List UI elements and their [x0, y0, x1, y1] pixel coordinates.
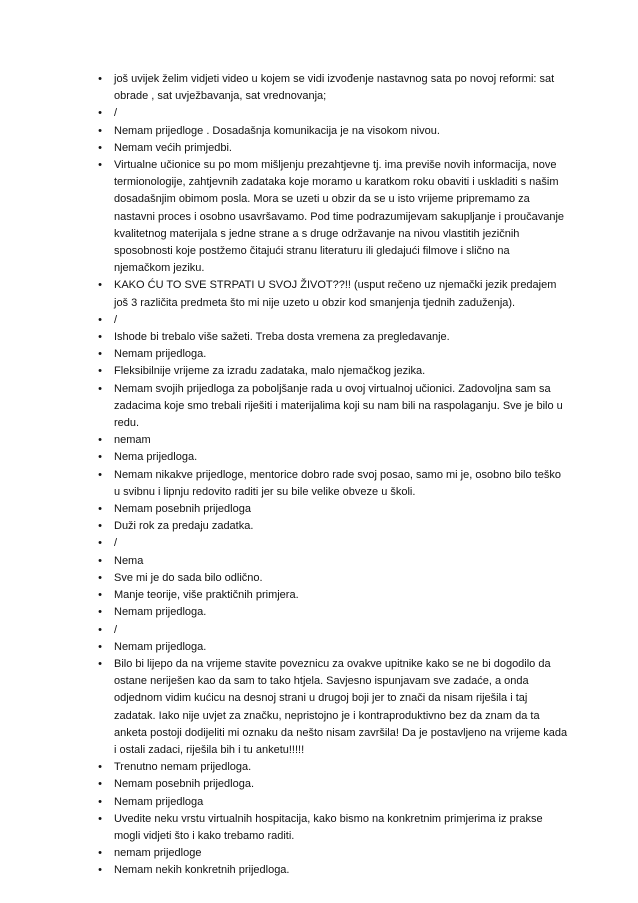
- list-item: [90, 776, 568, 793]
- list-item-text: Manje teorije, više praktičnih primjera.: [114, 589, 299, 602]
- bullet-icon: •: [98, 313, 102, 326]
- list-item: [90, 656, 568, 759]
- bullet-icon: •: [98, 124, 102, 137]
- list-item: [90, 622, 568, 639]
- bullet-list: [90, 71, 568, 880]
- list-item-text: Nemam prijedloga.: [114, 348, 207, 361]
- list-item-text: Nema prijedloga.: [114, 451, 198, 464]
- bullet-icon: •: [98, 537, 102, 550]
- bullet-icon: •: [98, 864, 102, 877]
- bullet-icon: •: [98, 640, 102, 653]
- list-item: [90, 862, 568, 879]
- list-item: [90, 467, 568, 501]
- list-item-text: Trenutno nemam prijedloga.: [114, 761, 252, 774]
- list-item: [90, 845, 568, 862]
- list-item: [90, 71, 568, 105]
- bullet-icon: •: [98, 554, 102, 567]
- list-item: [90, 381, 568, 433]
- list-item-text: Duži rok za predaju zadatka.: [114, 520, 254, 533]
- list-item-text: Nemam prijedloge . Dosadašnja komunikacija je na visokom nivou.: [114, 124, 440, 137]
- list-item-text: /: [114, 623, 118, 636]
- list-item: [90, 639, 568, 656]
- list-item: [90, 140, 568, 157]
- bullet-icon: •: [98, 812, 102, 825]
- list-item-text: Nemam prijedloga.: [114, 606, 207, 619]
- bullet-icon: •: [98, 107, 102, 120]
- list-item: [90, 759, 568, 776]
- list-item: [90, 157, 568, 277]
- list-item-text: Nema: [114, 554, 144, 567]
- bullet-icon: •: [98, 503, 102, 516]
- list-item: [90, 604, 568, 621]
- list-item-text: /: [114, 107, 118, 120]
- bullet-icon: •: [98, 451, 102, 464]
- bullet-icon: •: [98, 795, 102, 808]
- list-item-text: Nemam nikakve prijedloge, mentorice dobro rade svoj posao, samo mi je, osobno bilo teško u svibnu i lipnju redovito raditi jer su bile velike obveze u školi.: [114, 468, 561, 498]
- list-item-text: Virtualne učionice su po mom mišljenju prezahtjevne tj. ima previše novih informacija, nove termionologije, zahtjevnih zadataka koje moramo u karatkom roku obaviti i uskladiti s našim dosadašnjim obimom posla. Mora se uzeti u obzir da se u isto vrijeme pripremamo za nastavni proces i osobno usavršavamo. Pod time podrazumijevam sakupljanje i proučavanje kvalitetnog materijala s jedne strane a s druge održavanje na nivou vlastitih jezičnih sposobnosti koje postžemo čitajući stranu literaturu ili gledajući filmove i slično na njemačkom jeziku.: [114, 159, 565, 275]
- bullet-icon: •: [98, 778, 102, 791]
- list-item-text: Nemam posebnih prijedloga: [114, 503, 251, 516]
- bullet-icon: •: [98, 571, 102, 584]
- list-item: [90, 123, 568, 140]
- bullet-icon: •: [98, 468, 102, 481]
- list-item-text: nemam: [114, 434, 151, 447]
- list-item: [90, 553, 568, 570]
- list-item-text: još uvijek želim vidjeti video u kojem se vidi izvođenje nastavnog sata po novoj reformi: sat obrade , sat uvježbavanja, sat vrednovanja;: [114, 73, 555, 103]
- list-item-text: KAKO ĆU TO SVE STRPATI U SVOJ ŽIVOT??!! (usput rečeno uz njemački jezik predajem još 3 različita predmeta što mi nije uzeto u obzir kod smanjenja tjednih zaduženja).: [114, 279, 557, 309]
- list-item: [90, 346, 568, 363]
- list-item: [90, 535, 568, 552]
- list-item: [90, 432, 568, 449]
- list-item: [90, 570, 568, 587]
- bullet-icon: •: [98, 279, 102, 292]
- list-item: [90, 518, 568, 535]
- bullet-icon: •: [98, 589, 102, 602]
- bullet-icon: •: [98, 520, 102, 533]
- bullet-icon: •: [98, 382, 102, 395]
- bullet-icon: •: [98, 657, 102, 670]
- list-item: [90, 501, 568, 518]
- list-item-text: /: [114, 313, 118, 326]
- list-item: [90, 105, 568, 122]
- list-item-text: /: [114, 537, 118, 550]
- bullet-icon: •: [98, 159, 102, 172]
- bullet-icon: •: [98, 847, 102, 860]
- list-item: [90, 277, 568, 311]
- bullet-icon: •: [98, 365, 102, 378]
- list-item-text: Ishode bi trebalo više sažeti. Treba dosta vremena za pregledavanje.: [114, 331, 450, 344]
- list-item-text: Nemam prijedloga.: [114, 640, 207, 653]
- bullet-icon: •: [98, 434, 102, 447]
- list-item: [90, 587, 568, 604]
- list-item-text: Nemam posebnih prijedloga.: [114, 778, 255, 791]
- list-item-text: Bilo bi lijepo da na vrijeme stavite poveznicu za ovakve upitnike kako se ne bi dogodilo da ostane neriješen kao da sam to tako htjela. Savjesno ispunjavam sve zadaće, a onda odjednom vidim kućicu na desnoj strani u drugoj boji jer to znači da nisam riješila i taj zadatak. Iako nije uvjet za značku, nepristojno je i kontraproduktivno bez da znam da ta anketa postoji dodijeliti mi oznaku da nešto nisam završila! Da je postavljeno na vrijeme kada i ostali zadaci, riješila bih i tu anketu!!!!!: [114, 657, 568, 756]
- list-item: [90, 449, 568, 466]
- list-item-text: Nemam nekih konkretnih prijedloga.: [114, 864, 290, 877]
- list-item-text: Nemam svojih prijedloga za poboljšanje rada u ovoj virtualnoj učionici. Zadovoljna sam sa zadacima koje smo trebali riješiti i materijalima koji su nam bili na raspolaganju. Sve je bilo u redu.: [114, 382, 563, 430]
- bullet-icon: •: [98, 348, 102, 361]
- list-item-text: Nemam prijedloga: [114, 795, 204, 808]
- list-item: [90, 363, 568, 380]
- bullet-icon: •: [98, 331, 102, 344]
- list-item-text: Fleksibilnije vrijeme za izradu zadataka, malo njemačkog jezika.: [114, 365, 426, 378]
- list-item-text: Nemam većih primjedbi.: [114, 141, 232, 154]
- list-item-text: nemam prijedloge: [114, 847, 202, 860]
- list-item: [90, 312, 568, 329]
- list-item-text: Sve mi je do sada bilo odlično.: [114, 571, 263, 584]
- list-item: [90, 329, 568, 346]
- list-item: [90, 811, 568, 845]
- bullet-icon: •: [98, 606, 102, 619]
- list-item: [90, 794, 568, 811]
- bullet-icon: •: [98, 141, 102, 154]
- list-item-text: Uvedite neku vrstu virtualnih hospitacija, kako bismo na konkretnim primjerima iz prakse mogli vidjeti što i kako trebamo raditi.: [114, 812, 543, 842]
- bullet-icon: •: [98, 761, 102, 774]
- bullet-icon: •: [98, 73, 102, 85]
- bullet-icon: •: [98, 623, 102, 636]
